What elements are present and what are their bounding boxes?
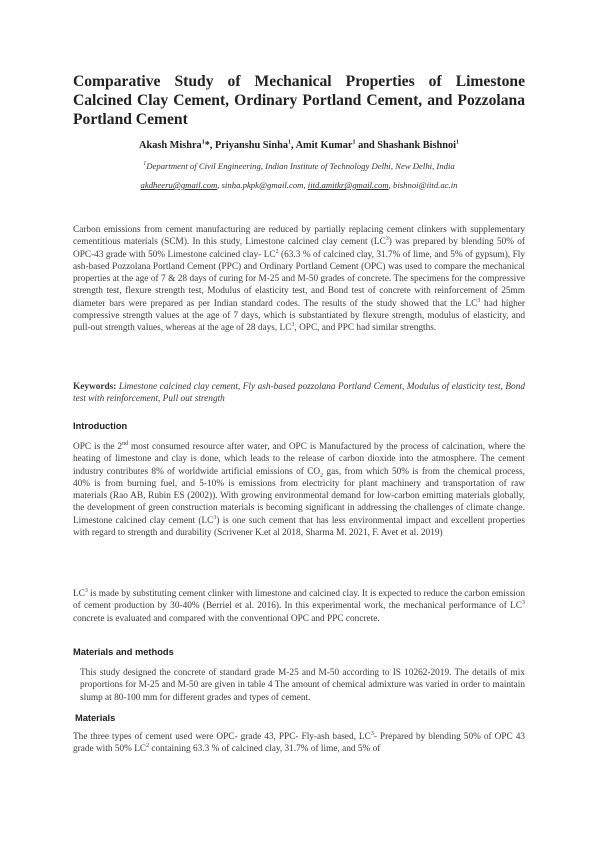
subscript: 2: [320, 472, 324, 479]
superscript: 2: [275, 248, 279, 255]
author-name: Priyanshu Sinha: [215, 140, 288, 151]
body-text: concrete is evaluated and compared with the conventional OPC and PPC concrete.: [73, 613, 380, 624]
author-name: Amit Kumar: [295, 140, 353, 151]
abstract-paragraph: [73, 224, 525, 335]
author-name: Akash Mishra: [139, 140, 202, 151]
superscript: 3: [291, 322, 295, 329]
section-heading-materials: Materials: [75, 713, 116, 723]
superscript: 2: [146, 743, 150, 750]
body-text: LC: [73, 589, 85, 599]
superscript: 3: [522, 600, 525, 607]
superscript: 3: [84, 587, 88, 594]
author-affil-mark: 1: [201, 139, 205, 146]
body-text: The three types of cement used were OPC- grade 43, PPC- Fly-ash based, LC: [73, 732, 371, 742]
introduction-paragraph-2: [73, 588, 525, 625]
corresponding-mark: *: [204, 140, 210, 151]
section-heading-materials-and-methods: Materials and methods: [73, 647, 174, 657]
introduction-paragraph-1: [73, 441, 525, 539]
methods-paragraph: This study designed the concrete of standard grade M-25 and M-50 according to IS 10262-2019. The details of mix proportions for M-25 and M-50 are given in table 4 The amount of chemical admixture was varied in order to maintain slump at 80-100 mm for different grades and types of cement.: [80, 668, 525, 703]
body-text: OPC is the 2: [73, 442, 123, 452]
email-link[interactable]: iitd.amitkr@gmail.com: [307, 180, 389, 190]
author-conjunction: and: [358, 140, 375, 151]
superscript: 3: [385, 236, 389, 243]
body-text: - Prepared by blending 50% of OPC 43 grade with 50% LC: [73, 732, 526, 755]
keywords-label: Keywords:: [73, 382, 117, 392]
keywords-text: Limestone calcined clay cement, Fly ash-based pozzolana Portland Cement, Modulus of elasticity test, Bond test with reinforcement, Pull out strength: [73, 382, 525, 405]
affiliation: [73, 161, 525, 171]
email-link[interactable]: akdheeru@gmail.com: [140, 180, 218, 190]
abstract-text: (63.3 % of calcined clay, 31.7% of lime, and 5% of gypsum), Fly ash-based Pozzolana Portland Cement (PPC) and Ordinary Portland Cement (OPC) was used to compare the mechanical properties at the age of 7 & 28 days of curing for M-25 and M-50 grades of concrete. The specimens for the compressive strength test, flexure strength test, Modulus of elasticity test, and Bond test of concrete with reinforcement of 25mm diameter bars were prepared as per Indian standard codes. The results of the study showed that the LC: [73, 249, 525, 309]
superscript: 3: [213, 514, 217, 521]
author-list: Akash Mishra$^1$*, Priyanshu Sinha$^1$, Amit Kumar$^1$ and Shashank Bishnoi$^1$: [139, 139, 459, 151]
superscript: 3: [477, 297, 481, 304]
body-text: most consumed resource after water, and OPC is Manufactured by the process of calcination, where the heating of limestone and clay is done, which leads to the release of carbon dioxide into the atmosphere. The cement industry contributes 8% of worldwide artificial emissions of CO: [73, 442, 525, 477]
body-text: ) is one such cement that has less environmental impact and excellent properties with regard to strength and durability (Scrivener K.et al 2018, Sharma M. 2021, F. Avet et al. 2019): [73, 515, 526, 539]
abstract-text: Carbon emissions from cement manufacturing are reduced by partially replacing cement clinkers with supplementary cementitious materials (SCM). In this study, Limestone calcined clay cement (LC: [73, 225, 525, 248]
body-text: containing 63.3 % of calcined clay, 31.7% of lime, and 5% of: [149, 744, 381, 755]
author-affil-mark: 1: [455, 139, 459, 146]
author-affil-mark: 1: [287, 139, 291, 146]
email-list: akdheeru@gmail.com, sinha.pkpk@gmail.com, iitd.amitkr@gmail.com, bishnoi@iitd.ac.in: [140, 180, 458, 190]
author-affil-mark: 1: [352, 139, 356, 146]
abstract-text: had higher compressive strength values at the age of 7 days, which is substantiated by flexure strength, modulus of elasticity, and pull-out strength values, whereas at the age of 28 days, LC: [73, 298, 525, 334]
materials-paragraph: [73, 731, 525, 756]
email-text: bishnoi@iitd.ac.in: [393, 180, 458, 190]
superscript: nd: [122, 440, 129, 447]
body-text: is made by substituting cement clinker with limestone and calcined clay. It is expected to reduce the carbon emission of cement production by 30-40% (Berriel et al. 2016). In this experimental work, the mechanical performance of LC: [73, 589, 525, 612]
author-name: Shashank Bishnoi: [377, 140, 456, 151]
section-heading-introduction: Introduction: [73, 421, 128, 431]
affiliation-text: Department of Civil Engineering, Indian Institute of Technology Delhi, New Delhi, India: [146, 161, 455, 171]
abstract-text: , OPC, and PPC had similar strengths.: [294, 323, 437, 334]
email-text: sinha.pkpk@gmail.com: [221, 180, 304, 190]
body-text: gas, from which 50% is from the chemical process, 40% is from burning fuel, and 5-10% is emissions from electricity for plant machinery and transportation of raw materials (Rao AB, Rubin ES (2002)). With growing environmental demand for low-carbon emitting materials globally, the development of green construction materials is becoming significant in addressing the challenges of climate change. Limestone calcined clay cement (LC: [73, 466, 525, 526]
abstract-text: ) was prepared by blending 50% of OPC-43 grade with 50% Limestone calcined clay- LC: [73, 237, 525, 260]
superscript: 3: [370, 730, 374, 737]
keywords: [73, 381, 525, 406]
affiliation-mark: 1: [143, 161, 147, 168]
paper-title: Comparative Study of Mechanical Properties of Limestone Calcined Clay Cement, Ordinary Portland Cement, and Pozzolana Portland Cement: [73, 73, 525, 128]
